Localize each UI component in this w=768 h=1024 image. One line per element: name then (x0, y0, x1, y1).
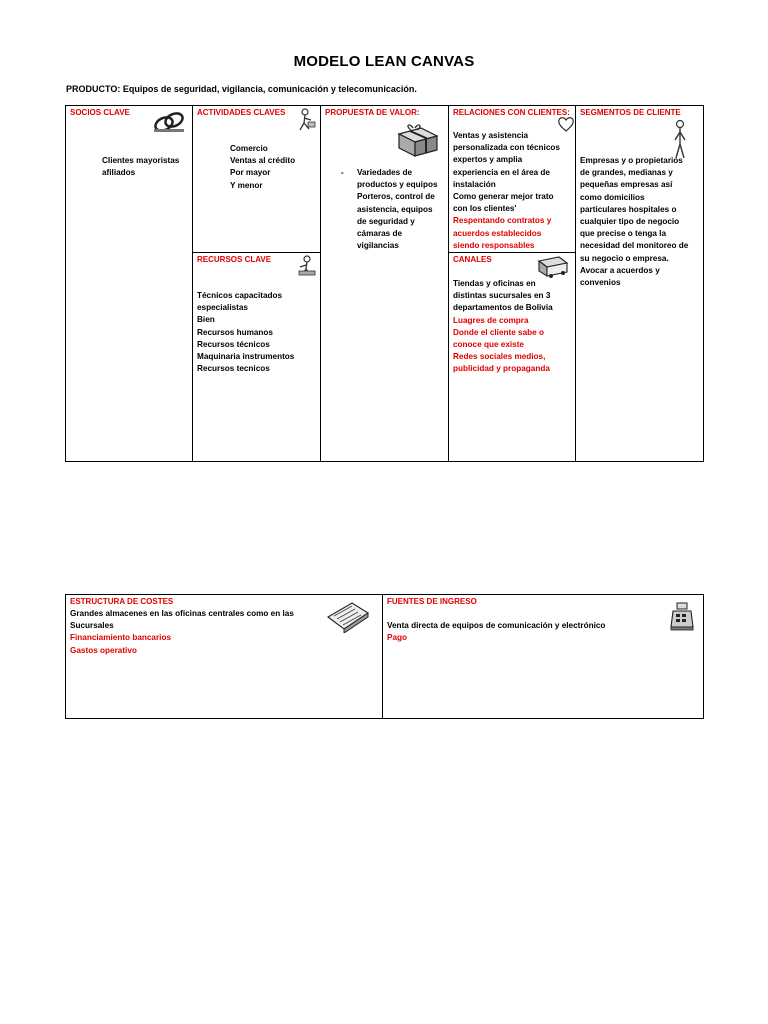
fuentes-ingreso-cell (383, 595, 703, 718)
person-working-icon (296, 108, 316, 132)
text-line: Empresas y o propietarios (580, 156, 683, 165)
gift-icon (391, 122, 443, 158)
text-line: Clientes mayoristas (102, 156, 180, 165)
text-line: que precise o tenga la (580, 229, 666, 239)
relaciones-clientes-cell (449, 106, 575, 252)
worker-icon (297, 255, 317, 277)
text-line: de seguridad y (357, 216, 415, 226)
estructura-costes-label: ESTRUCTURA DE COSTES (70, 597, 174, 606)
canales-cell (449, 253, 575, 461)
actividades-claves-cell (193, 106, 320, 252)
text-line: Maquinaria instrumentos (197, 352, 295, 362)
text-line: Comercio (230, 144, 268, 153)
text-fragment: Variedades de (357, 168, 413, 177)
text-line: Recursos tecnicos (197, 364, 270, 374)
socios-clave-label: SOCIOS CLAVE (70, 108, 130, 117)
text-line: productos y equipos (357, 180, 438, 190)
text-line: Financiamiento bancarios (70, 633, 172, 643)
recursos-clave-cell (193, 253, 320, 461)
text-line: Recursos humanos (197, 327, 273, 337)
cash-register-icon (669, 601, 695, 631)
estructura-costes-content (70, 608, 294, 657)
text-line: convenios (580, 278, 621, 288)
text-line: vigilancias (357, 241, 399, 251)
text-line: Venta directa de equipos de comunicación y electrónico (387, 621, 606, 630)
propuesta-valor-cell (321, 106, 448, 461)
text-line: de grandes, medianas y (580, 168, 673, 178)
text-line: Gastos operativo (70, 645, 137, 655)
relaciones-clientes-label: RELACIONES CON CLIENTES: (453, 108, 570, 117)
text-line: expertos y amplia (453, 155, 523, 165)
text-line: Técnicos capacitados (197, 291, 283, 300)
producto-line: PRODUCTO: Equipos de seguridad, vigilancia, comunicación y telecomunicación. (66, 84, 417, 94)
canvas-bottom-grid (65, 594, 704, 719)
text-line: Y menor (230, 180, 263, 190)
text-line: publicidad y propaganda (453, 364, 550, 374)
propuesta-valor-label: PROPUESTA DE VALOR: (325, 108, 420, 117)
text-line: afiliados (102, 168, 136, 178)
text-line: asistencia, equipos (357, 204, 433, 214)
text-line (341, 167, 438, 179)
text-line: cualquier tipo de negocio (580, 217, 680, 227)
canales-label: CANALES (453, 255, 492, 264)
text-line: Por mayor (230, 168, 271, 178)
canales-content (453, 278, 553, 376)
person-standing-icon (672, 120, 688, 160)
segmentos-cliente-label: SEGMENTOS DE CLIENTE (580, 108, 681, 117)
text-line: Como generar mejor trato (453, 192, 554, 202)
socios-clave-content (102, 155, 179, 179)
text-line: Bien (197, 315, 215, 325)
truck-icon (535, 255, 571, 279)
fuentes-ingreso-content (387, 620, 605, 644)
text-line: experiencia en el área de (453, 167, 550, 177)
propuesta-valor-content (341, 167, 438, 252)
actividades-claves-label: ACTIVIDADES CLAVES (197, 108, 286, 117)
socios-clave-cell (66, 106, 192, 461)
text-line: distintas sucursales en 3 (453, 291, 551, 301)
text-line: necesidad del monitoreo de (580, 241, 689, 251)
text-line: instalación (453, 179, 496, 189)
text-line: conoce que existe (453, 340, 524, 350)
relaciones-clientes-content (453, 130, 560, 252)
text-line: Redes sociales medios, (453, 352, 546, 362)
bullet: - (341, 168, 344, 177)
text-line: siendo responsables (453, 240, 535, 250)
text-line: Donde el cliente sabe o (453, 327, 544, 337)
text-line: especialistas (197, 303, 248, 313)
text-line: Recursos técnicos (197, 339, 270, 349)
recursos-clave-label: RECURSOS CLAVE (197, 255, 272, 264)
segmentos-cliente-cell (576, 106, 703, 461)
fuentes-ingreso-label: FUENTES DE INGRESO (387, 597, 477, 606)
text-line: Sucursales (70, 621, 114, 631)
text-line: Tiendas y oficinas en (453, 279, 536, 288)
actividades-claves-content (230, 143, 295, 192)
text-line: como domicilios (580, 192, 645, 202)
text-line: su negocio o empresa. (580, 253, 669, 263)
page-title: MODELO LEAN CANVAS (293, 53, 475, 70)
text-line: Grandes almacenes en las oficinas centrales como en las (70, 609, 294, 618)
text-line: Luagres de compra (453, 315, 529, 325)
segmentos-cliente-content (580, 155, 688, 289)
text-line: Ventas y asistencia (453, 131, 529, 140)
text-line: personalizada con técnicos (453, 143, 560, 153)
text-line: departamentos de Bolivia (453, 303, 553, 313)
canvas-top-grid (65, 105, 704, 462)
text-line: cámaras de (357, 229, 403, 239)
chain-link-icon (152, 108, 186, 136)
text-line: pequeñas empresas así (580, 180, 673, 190)
text-line: particulares hospitales o (580, 204, 677, 214)
text-line: Pago (387, 633, 408, 643)
text-line: acuerdos establecidos (453, 228, 542, 238)
text-line: Porteros, control de (357, 192, 435, 202)
text-line: Avocar a acuerdos y (580, 265, 660, 275)
estructura-costes-cell (66, 595, 382, 718)
receipt-icon (322, 599, 372, 633)
text-line: Ventas al crédito (230, 156, 296, 166)
recursos-clave-content (197, 290, 294, 375)
text-line: Respentando contratos y (453, 216, 552, 226)
text-line: con los clientes' (453, 204, 517, 214)
